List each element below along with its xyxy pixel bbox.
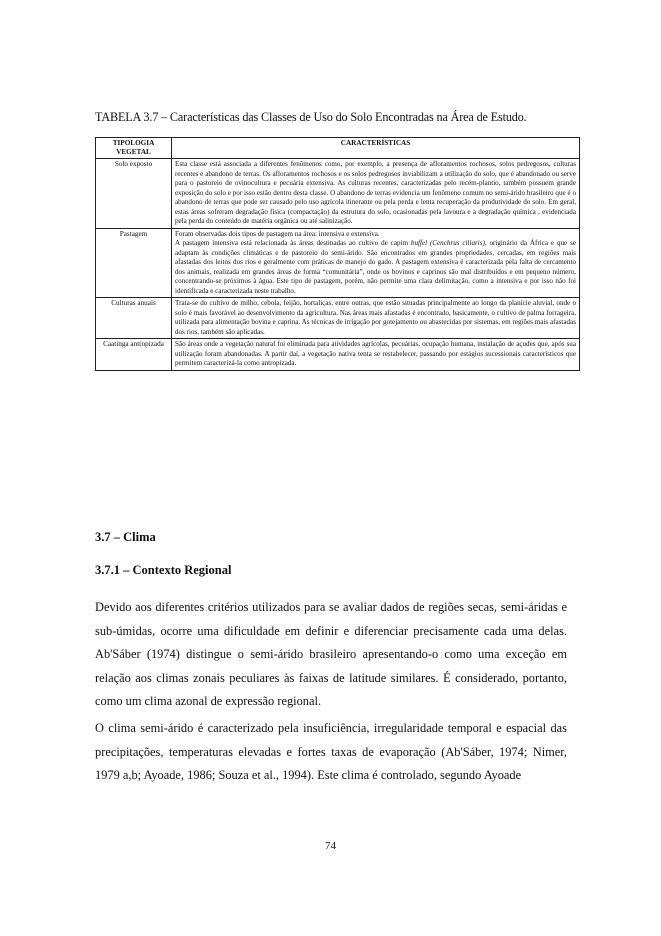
caracteristicas-cell: Trata-se do cultivo de milho, cebola, feijão, hortaliças, entre outras, que estão situadas principalmente ao longo da planície aluvial, onde o solo é mais favorável ao desenvolvimento da agricultura. Nas áreas mais afastadas é encontrado, basicamente, o cultivo de palma forrageira, utilizada para alimentação bovina e caprina. As técnicas de irrigação por gotejamento ou abastecidas por sistemas, em regiões mais afastadas dos rios, também são aplicadas. xyxy=(172,298,580,339)
column-header-caracteristicas: CARACTERÍSTICAS xyxy=(172,138,580,159)
tipologia-cell: Caatinga antropizada xyxy=(96,339,172,371)
tipologia-cell: Solo exposto xyxy=(96,159,172,229)
tipologia-cell: Culturas anuais xyxy=(96,298,172,339)
section-heading: 3.7 – Clima xyxy=(95,530,156,544)
text-span: , originário da África e que se adaptam às condições climáticas e de pastoreio do semi-árido. São encontrados em grandes propriedades, cercadas, em regiões mais afastadas dos leitos dos rios e geralmente com práticas de manejo do gado. A pastagem extensiva é caracterizada pela falta de cercamento dos animais, realizada em grandes áreas de forma “comunitária”, onde os bovinos e caprinos são mal distribuídos e em pequeno número, concentrando-se próximos à água. Este tipo de pastagem, porém, não permite uma clara delimitação, como a intensiva e por isso não foi identificada e caracterizada neste trabalho. xyxy=(175,239,576,295)
subsection-heading: 3.7.1 – Contexto Regional xyxy=(95,563,232,577)
body-paragraph: O clima semi-árido é caracterizado pela insuficiência, irregularidade temporal e espacial das precipitações, temperaturas elevadas e fortes taxas de evaporação (Ab'Sáber, 1974; Nimer, 1979 a,b; Ayoade, 1986; Souza et al., 1994). Este clima é controlado, segundo Ayoade xyxy=(95,721,567,782)
table-row xyxy=(96,228,580,298)
table-header-row xyxy=(96,138,580,159)
land-use-classes-table xyxy=(95,137,580,371)
column-header-tipologia: TIPOLOGIA VEGETAL xyxy=(96,138,172,159)
caracteristicas-cell xyxy=(172,228,580,298)
caracteristicas-line: Foram observadas dois tipos de pastagem na área: intensiva e extensiva. xyxy=(175,229,380,238)
caracteristicas-line xyxy=(175,239,576,296)
table-caption: TABELA 3.7 – Características das Classes de Uso do Solo Encontradas na Área de Estudo. xyxy=(95,110,527,124)
table-row xyxy=(96,159,580,229)
caracteristicas-cell: São áreas onde a vegetação natural foi eliminada para atividades agrícolas, pecuárias, ocupação humana, instalação de açudes que, após sua utilização foram abandonadas. A partir daí, a vegetação nativa tenta se restabelecer, passando por estágios sucessionais característicos que permitem caracterizá-la como antropizada. xyxy=(172,339,580,371)
scientific-name: buffel (Cenchrus ciliaris) xyxy=(410,239,485,247)
table-row xyxy=(96,298,580,339)
body-paragraph: Devido aos diferentes critérios utilizados para se avaliar dados de regiões secas, semi-áridas e sub-úmidas, ocorre uma dificuldade em definir e diferenciar precisamente cada uma delas. Ab'Sáber (1974) distingue o semi-árido brasileiro apresentando-o como uma exceção em relação aos climas zonais peculiares às faixas de latitude similares. É considerado, portanto, como um clima azonal de expressão regional. xyxy=(95,600,567,708)
table-row xyxy=(96,339,580,371)
caracteristicas-cell: Esta classe está associada a diferentes fenômenos como, por exemplo, a presença de afloramentos rochosos, solos pedregosos, culturas recentes e abandono de terras. Os afloramentos rochosos e os solos pedregosos inviabilizam a utilização do solo, que é abandonado ou serve para o pastoreio de ovinocultura e pecuária extensiva. As culturas recentes, caracterizadas pelo recém-plantio, também possuem grande exposição do solo e por isso estão dentro desta classe. O abandono de terras evidencia um fenômeno comum no semi-árido brasileiro que é o abandono de terras que pode ser causado pelo uso agrícola itinerante ou pela perda e lenta recuperação da produtividade do solo. Em geral, estas áreas sofreram degradação física (compactação) da estrutura do solo, ocasionadas pela lavoura e a degradação química , evidenciada pela perda do conteúdo de matéria orgânica ou até salinização. xyxy=(172,159,580,229)
page-number: 74 xyxy=(325,840,336,852)
tipologia-cell: Pastagem xyxy=(96,228,172,298)
text-span: A pastagem intensiva está relacionada às áreas destinadas ao cultivo de capim xyxy=(175,239,411,247)
